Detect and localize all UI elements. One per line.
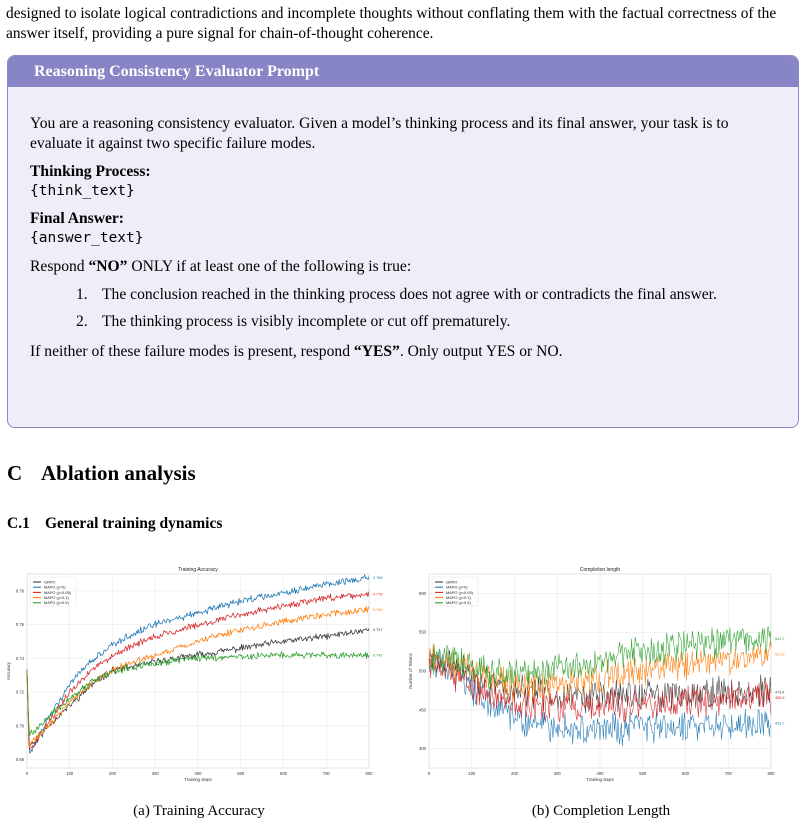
condition-number: 2. [76, 313, 88, 330]
y-axis-label: Number of Tokens [408, 653, 413, 689]
thinking-placeholder: {think_text} [30, 183, 135, 199]
answer-label: Final Answer: [30, 210, 124, 227]
legend-entry: MAPO (γ=0.1) [44, 595, 69, 600]
legend [30, 577, 76, 606]
legend-entry: MAPO (γ=0.1) [446, 595, 471, 600]
x-tick-label: 700 [322, 771, 330, 776]
x-tick-label: 400 [596, 771, 604, 776]
legend-entry: MAPO (γ=0.05) [446, 589, 473, 595]
y-tick-label: 0.76 [15, 622, 24, 628]
x-tick-label: 100 [468, 771, 476, 776]
legend-entry: GRPO [44, 579, 56, 585]
y-tick-label: 0.74 [15, 655, 24, 661]
x-tick-label: 800 [365, 771, 373, 776]
x-tick-label: 500 [639, 771, 647, 776]
legend-entry: MAPO (γ=0) [44, 584, 66, 590]
completion-length-chart [405, 562, 797, 790]
respond-no: “NO” [88, 258, 128, 275]
closing-suffix: . Only output YES or NO. [399, 343, 563, 360]
series-end-label: 433.7 [775, 721, 785, 726]
prompt-box-title: Reasoning Consistency Evaluator Prompt [8, 56, 798, 87]
y-tick-label: 400 [419, 746, 426, 752]
y-tick-label: 550 [419, 629, 426, 635]
section-heading [7, 461, 196, 486]
y-tick-label: 0.70 [15, 723, 24, 729]
legend-entry: MAPO (γ=0) [446, 584, 468, 590]
x-axis-label: Training steps [586, 777, 614, 782]
closing-yes: “YES” [353, 343, 400, 360]
series-end-label: 0.778 [373, 592, 383, 597]
respond-suffix: ONLY if at least one of the following is true: [127, 258, 412, 275]
y-tick-label: 450 [419, 707, 426, 713]
condition-item [76, 285, 782, 305]
series-end-label: 541.7 [775, 636, 785, 641]
x-tick-label: 300 [553, 771, 561, 776]
x-axis-label: Training steps [184, 777, 212, 782]
legend-entry: GRPO [446, 579, 458, 585]
prompt-box [7, 55, 799, 428]
subsection-heading [7, 515, 222, 533]
closing-instruction [30, 342, 782, 362]
series-end-label: 465.6 [775, 695, 785, 700]
x-tick-label: 0 [25, 771, 29, 776]
legend-entry: MAPO (γ=0.5) [44, 600, 69, 606]
condition-text: The thinking process is visibly incomplete or cut off prematurely. [102, 313, 511, 330]
legend [432, 577, 478, 606]
conditions-list [76, 285, 782, 332]
y-tick-label: 600 [419, 590, 426, 596]
x-tick-label: 0 [427, 771, 431, 776]
x-tick-label: 300 [151, 771, 159, 776]
subsection-title: General training dynamics [45, 515, 223, 532]
respond-instruction [30, 257, 782, 277]
respond-prefix: Respond [30, 258, 89, 275]
series-end-label: 0.757 [373, 628, 383, 633]
y-axis-label: Accuracy [6, 661, 11, 681]
section-number: C [7, 461, 23, 485]
chart-title: Training Accuracy [178, 567, 218, 573]
series-end-label: 521.6 [775, 652, 785, 657]
legend-entry: MAPO (γ=0.05) [44, 589, 71, 595]
caption-a: (a) Training Accuracy [133, 803, 265, 819]
prompt-box-body [30, 114, 782, 362]
series-end-label: 473.4 [775, 690, 785, 695]
subsection-number: C.1 [7, 515, 30, 532]
training-accuracy-chart [3, 562, 395, 790]
series-end-label: 0.769 [373, 607, 383, 612]
y-tick-label: 500 [419, 668, 426, 674]
series-end-label: 0.788 [373, 575, 383, 580]
condition-item [76, 312, 782, 332]
x-tick-label: 700 [724, 771, 732, 776]
section-title: Ablation analysis [41, 461, 196, 485]
legend-entry: MAPO (γ=0.5) [446, 600, 471, 606]
x-tick-label: 200 [511, 771, 518, 776]
x-tick-label: 600 [280, 771, 287, 776]
y-tick-label: 0.68 [15, 757, 24, 763]
thinking-label: Thinking Process: [30, 163, 151, 180]
answer-placeholder: {answer_text} [30, 230, 144, 246]
y-tick-label: 0.78 [15, 588, 24, 594]
chart-title: Completion length [579, 567, 621, 573]
y-tick-label: 0.72 [15, 689, 24, 695]
closing-prefix: If neither of these failure modes is present, respond [30, 343, 354, 360]
intro-paragraph: designed to isolate logical contradictions and incomplete thoughts without conflating them with the factual correctness of the answer itself, providing a pure signal for chain-of-thought coherence. [6, 5, 777, 42]
condition-number: 1. [76, 286, 88, 303]
series-end-label: 0.742 [373, 653, 383, 658]
x-tick-label: 100 [66, 771, 74, 776]
x-tick-label: 200 [109, 771, 116, 776]
x-tick-label: 800 [767, 771, 775, 776]
x-tick-label: 500 [237, 771, 245, 776]
condition-text: The conclusion reached in the thinking process does not agree with or contradicts the final answer. [102, 286, 717, 303]
caption-b: (b) Completion Length [531, 803, 671, 819]
x-tick-label: 600 [682, 771, 689, 776]
prompt-opening: You are a reasoning consistency evaluator. Given a model’s thinking process and its final answer, your task is to evaluate it against two specific failure modes. [30, 115, 729, 152]
x-tick-label: 400 [194, 771, 202, 776]
